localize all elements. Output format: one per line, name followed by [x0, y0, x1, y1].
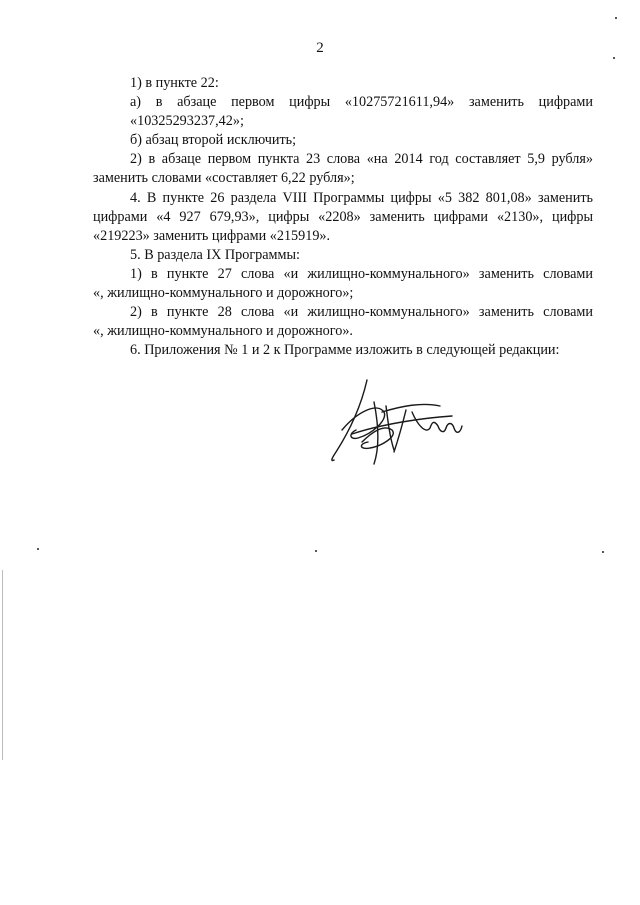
amendment-line-12: «, жилищно-коммунального и дорожного»; [93, 285, 354, 302]
amendment-line-2: а) в абзаце первом цифры «10275721611,94» заменить цифрами [130, 94, 593, 111]
scan-edge-line [2, 570, 3, 760]
amendment-line-4: б) абзац второй исключить; [130, 132, 297, 149]
amendment-line-7: 4. В пункте 26 раздела VIII Программы цифры «5 382 801,08» заменить [130, 189, 593, 206]
amendment-line-3: «10325293237,42»; [130, 113, 244, 130]
amendment-line-15: 6. Приложения № 1 и 2 к Программе изложить в следующей редакции: [130, 342, 560, 359]
scan-speck [37, 548, 39, 550]
scan-speck [613, 57, 615, 59]
page-number: 2 [316, 40, 324, 56]
scan-speck [615, 17, 617, 19]
handwritten-signature [322, 372, 482, 472]
amendment-line-5: 2) в абзаце первом пункта 23 слова «на 2014 год составляет 5,9 рубля» [130, 151, 593, 168]
scan-speck [602, 551, 604, 553]
scan-speck [315, 550, 317, 552]
amendment-line-11: 1) в пункте 27 слова «и жилищно-коммунального» заменить словами [130, 265, 593, 282]
amendment-line-9: «219223» заменить цифрами «215919». [93, 227, 331, 244]
document-body [93, 74, 593, 360]
amendment-line-8: цифрами «4 927 679,93», цифры «2208» заменить цифрами «2130», цифры [93, 208, 593, 225]
amendment-line-1: 1) в пункте 22: [130, 75, 219, 91]
amendment-line-6: заменить словами «составляет 6,22 рубля»; [93, 170, 355, 187]
amendment-line-10: 5. В раздела IX Программы: [130, 246, 300, 263]
amendment-line-13: 2) в пункте 28 слова «и жилищно-коммунального» заменить словами [130, 304, 593, 321]
amendment-line-14: «, жилищно-коммунального и дорожного». [93, 323, 353, 340]
